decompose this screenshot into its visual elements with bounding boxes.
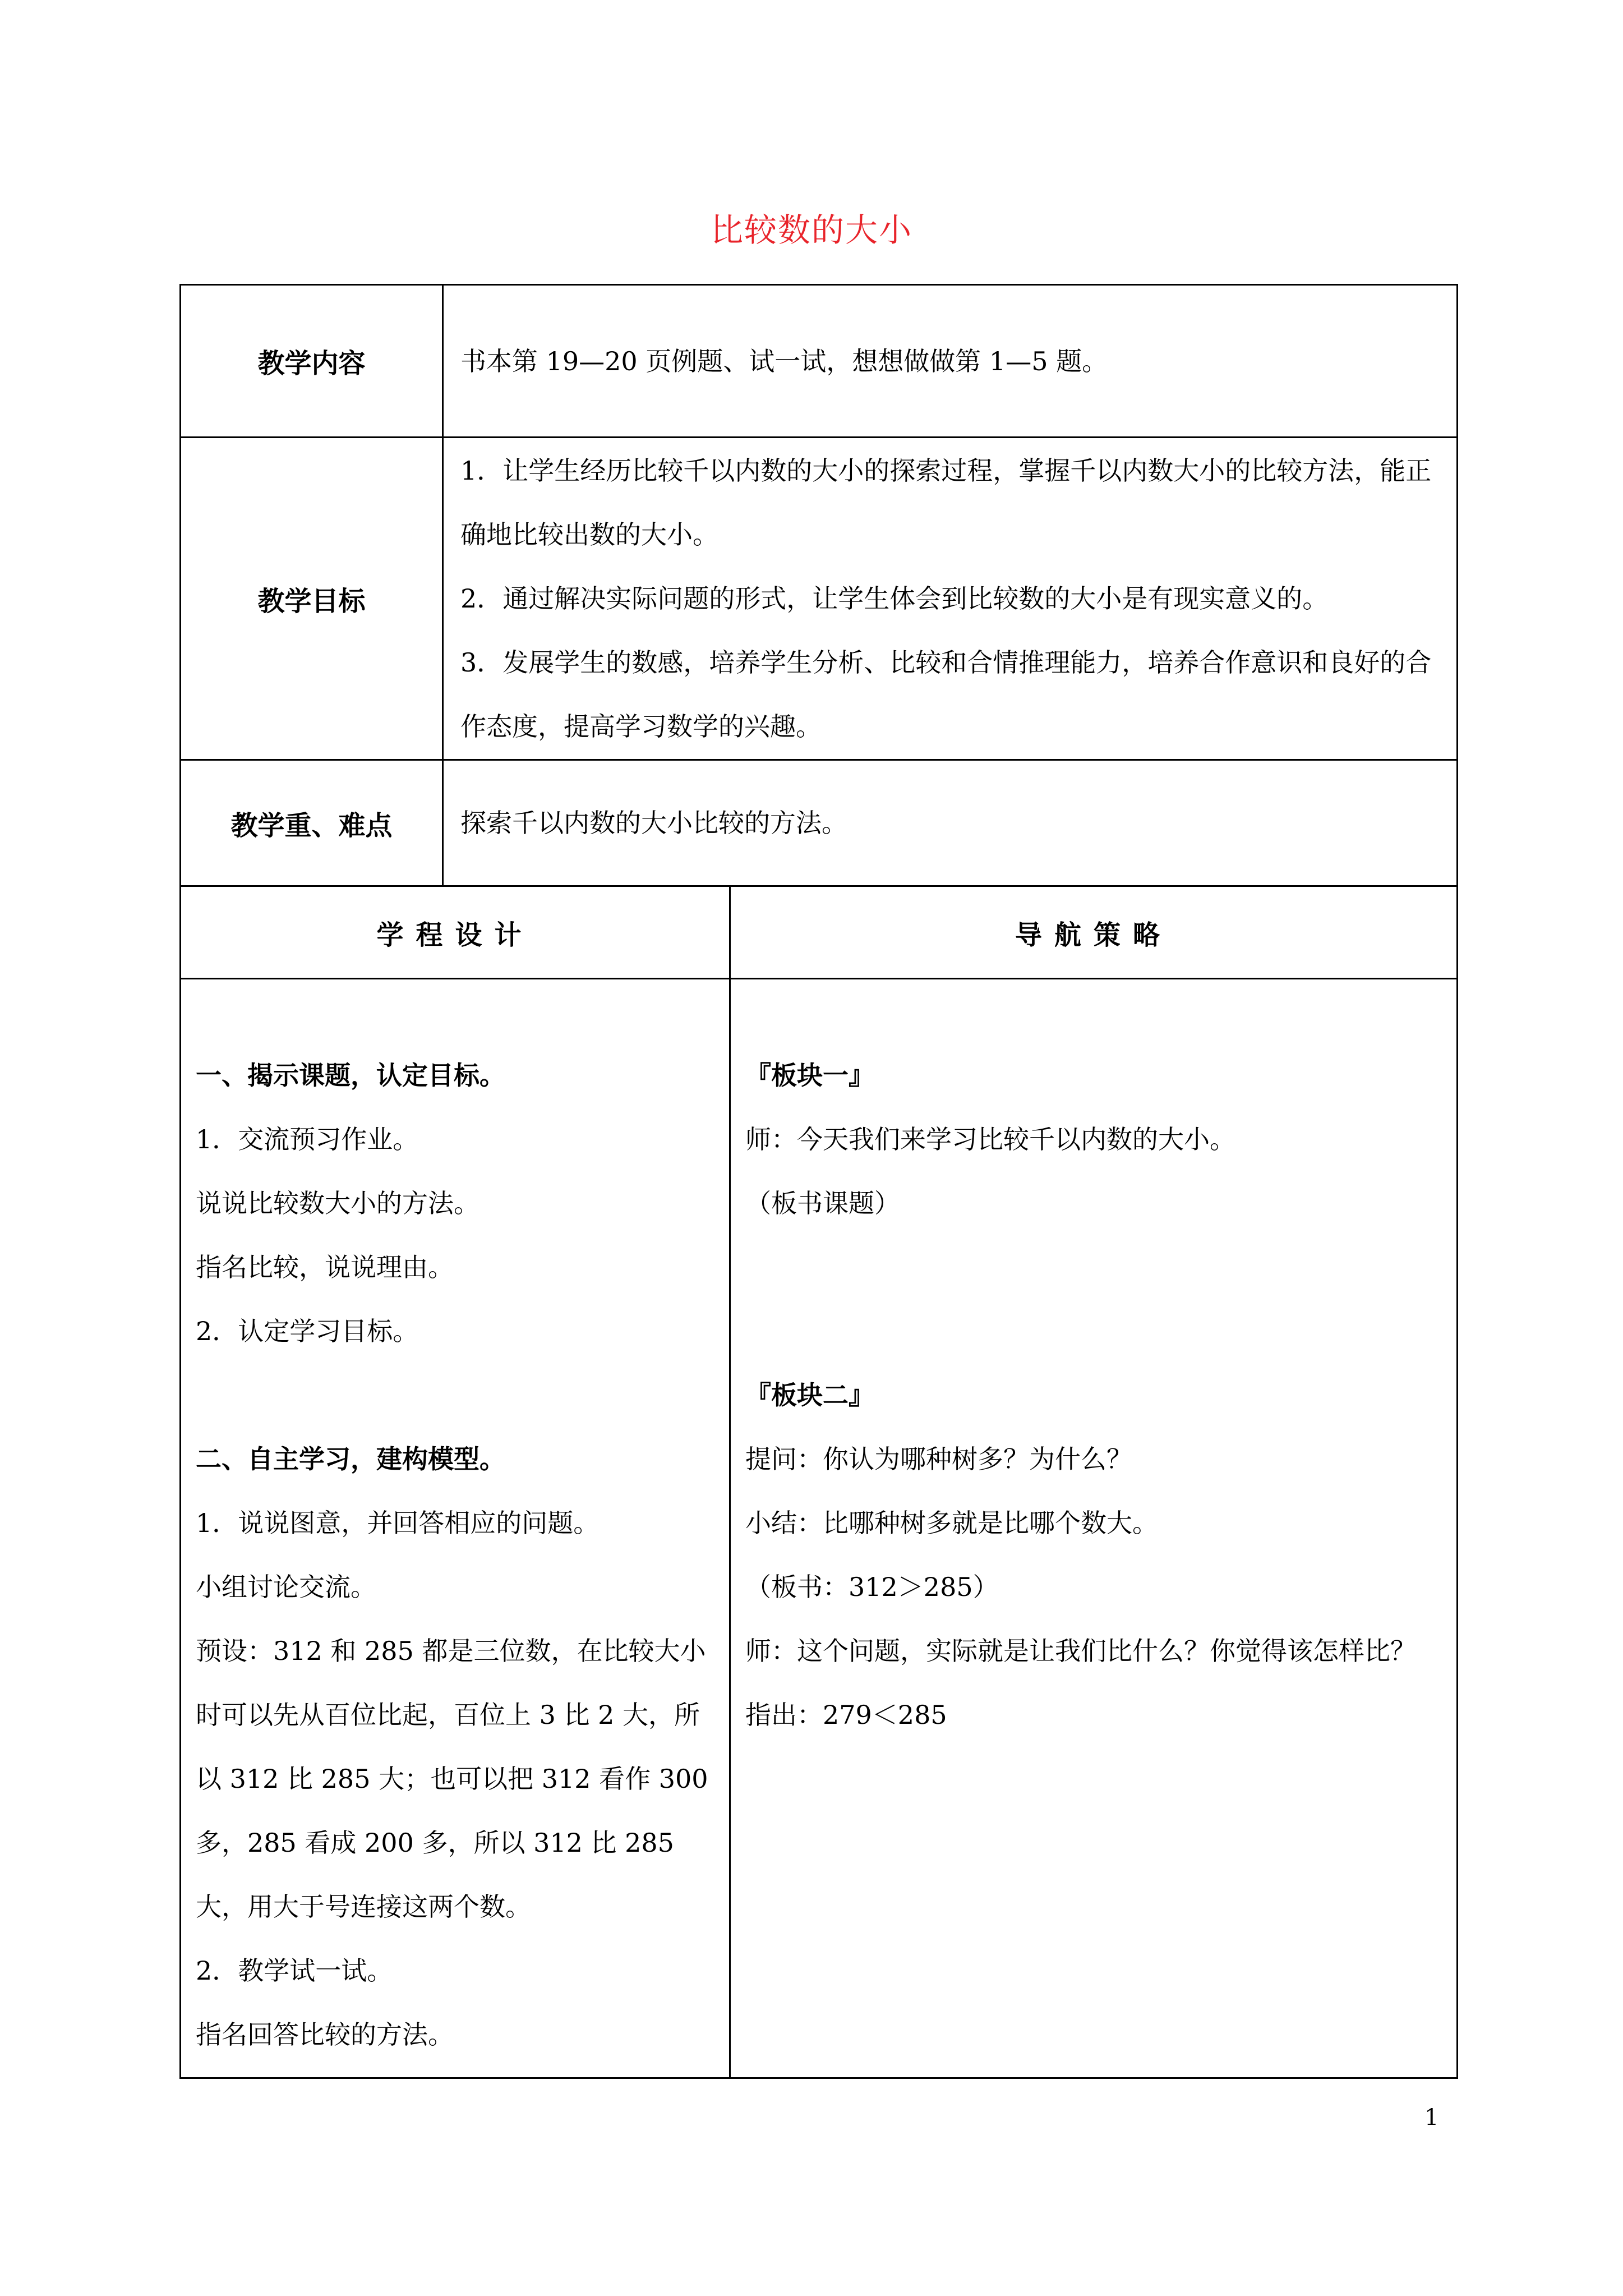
design-left-column xyxy=(181,979,730,2078)
goal-item: 3．发展学生的数感，培养学生分析、比较和合情推理能力，培养合作意识和良好的合作态度，提高学习数学的兴趣。 xyxy=(460,647,1432,742)
section-line: 说说比较数大小的方法。 xyxy=(196,1188,479,1218)
section-line: 小组讨论交流。 xyxy=(196,1572,376,1602)
section-line: 1．交流预习作业。 xyxy=(196,1124,419,1154)
section-line: 指名比较，说说理由。 xyxy=(196,1252,454,1282)
goals-row xyxy=(181,438,1458,760)
design-header-right: 导航策略 xyxy=(730,886,1458,979)
design-header-left: 学程设计 xyxy=(181,886,730,979)
block-line: 指出：279＜285 xyxy=(745,1700,947,1730)
block-line: 师：今天我们来学习比较千以内数的大小。 xyxy=(745,1124,1235,1154)
design-body-row xyxy=(181,979,1458,2078)
design-right-column xyxy=(730,979,1458,2078)
section-line: 2．教学试一试。 xyxy=(196,1955,393,1986)
section-heading: 一、揭示课题，认定目标。 xyxy=(196,1060,505,1091)
section-heading: 二、自主学习，建构模型。 xyxy=(196,1444,505,1474)
design-header-row xyxy=(181,886,1458,979)
key-value: 探索千以内数的大小比较的方法。 xyxy=(443,760,1458,886)
section-line: 1．说说图意，并回答相应的问题。 xyxy=(196,1508,600,1538)
goal-item: 2．通过解决实际问题的形式，让学生体会到比较数的大小是有现实意义的。 xyxy=(460,583,1329,614)
section-line: 2．认定学习目标。 xyxy=(196,1316,419,1346)
block-line: （板书课题） xyxy=(745,1188,900,1218)
goals-label: 教学目标 xyxy=(181,438,443,760)
section-line: 指名回答比较的方法。 xyxy=(196,2019,454,2050)
goal-item: 1．让学生经历比较千以内数的大小的探索过程，掌握千以内数大小的比较方法，能正确地比较出数的大小。 xyxy=(460,455,1432,550)
document-title: 比较数的大小 xyxy=(710,211,912,249)
block-line: 师：这个问题，实际就是让我们比什么？你觉得该怎样比？ xyxy=(745,1636,1416,1666)
key-label: 教学重、难点 xyxy=(181,760,443,886)
key-row xyxy=(181,760,1458,886)
block-line: （板书：312＞285） xyxy=(745,1572,999,1602)
block-line: 提问：你认为哪种树多？为什么？ xyxy=(745,1444,1132,1474)
page-number: 1 xyxy=(1424,2105,1439,2131)
block-heading: 『板块二』 xyxy=(745,1380,874,1410)
info-table xyxy=(179,284,1458,887)
content-value: 书本第 19—20 页例题、试一试，想想做做第 1—5 题。 xyxy=(443,285,1458,438)
content-label: 教学内容 xyxy=(181,285,443,438)
design-table xyxy=(179,885,1458,2079)
section-line: 预设：312 和 285 都是三位数，在比较大小时可以先从百位比起，百位上 3 比 2 大，所以 312 比 285 大；也可以把 312 看作 300 多，285 看成 200 多，所以 312 比 285 大，用大于号连接这两个数。 xyxy=(196,1636,708,1922)
block-line: 小结：比哪种树多就是比哪个数大。 xyxy=(745,1508,1158,1538)
block-heading: 『板块一』 xyxy=(745,1060,874,1091)
content-row xyxy=(181,285,1458,438)
goals-cell xyxy=(443,438,1458,760)
